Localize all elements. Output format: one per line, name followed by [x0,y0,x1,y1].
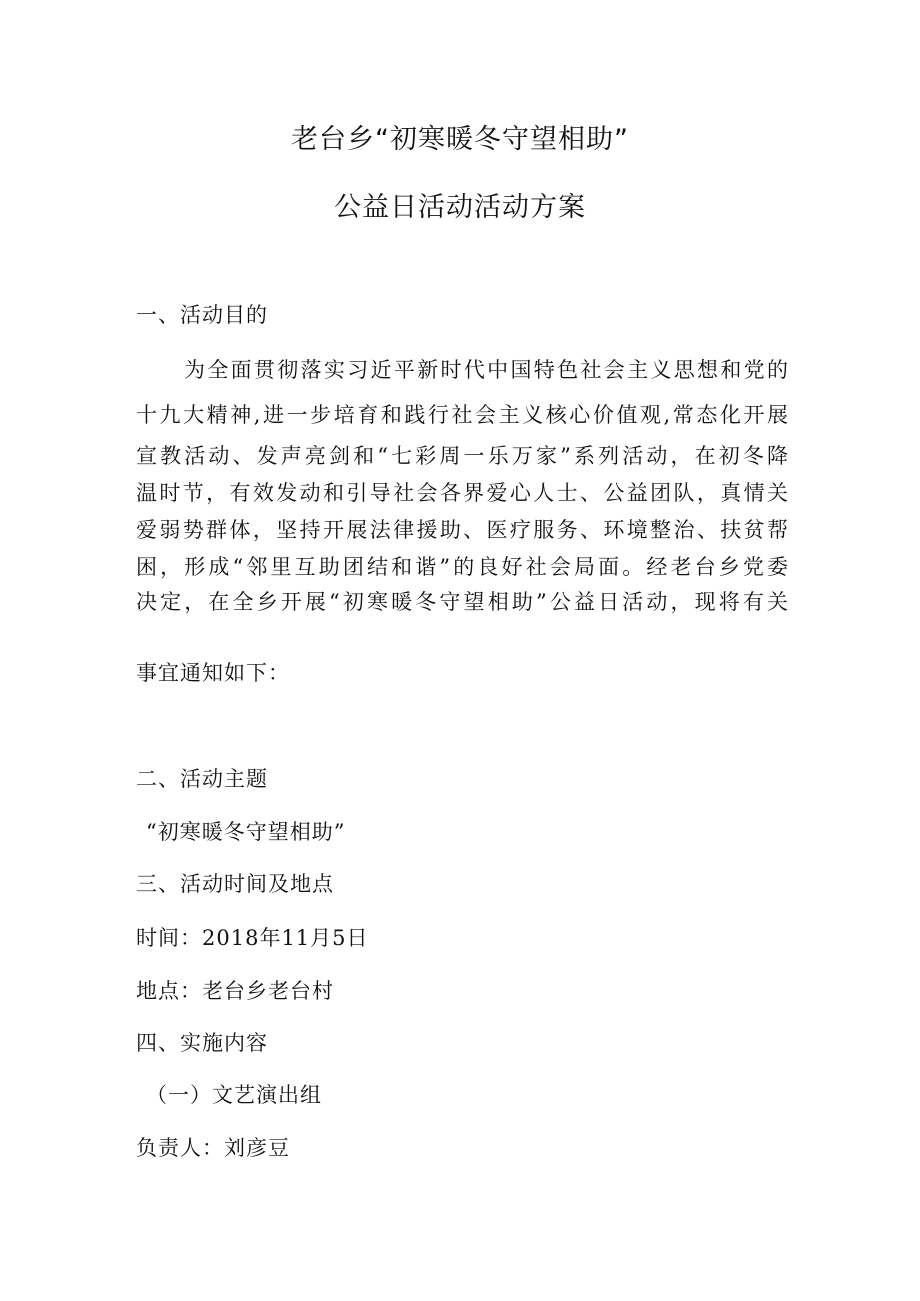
activity-theme: “初寒暖冬守望相助” [146,820,346,844]
paragraph-line: 困，形成“邻里互助团结和谐”的良好社会局面。经老台乡党委 [136,555,788,579]
paragraph-line: 决定，在全乡开展“初寒暖冬守望相助”公益日活动，现将有关 [136,590,788,614]
responsible-person: 负责人：刘彦豆 [136,1136,290,1160]
activity-time: 时间：2018年11月5日 [136,926,369,950]
document-title-line-1: 老台乡“初寒暖冬守望相助” [291,124,629,155]
paragraph-line: 事宜通知如下： [136,661,290,685]
paragraph-line: 十九大精神,进一步培育和践行社会主义核心价值观,常态化开展 [136,403,788,427]
section-heading-time-place: 三、活动时间及地点 [136,872,334,896]
paragraph-line: 为全面贯彻落实习近平新时代中国特色社会主义思想和党的 [184,358,788,382]
section-heading-implementation: 四、实施内容 [136,1031,268,1055]
paragraph-line: 温时节，有效发动和引导社会各界爱心人士、公益团队，真情关 [136,481,788,505]
paragraph-line: 宣教活动、发声亮剑和“七彩周一乐万家”系列活动，在初冬降 [136,444,788,468]
activity-place: 地点：老台乡老台村 [136,979,334,1003]
group-subheading: （一）文艺演出组 [146,1083,322,1107]
section-heading-purpose: 一、活动目的 [136,303,268,327]
paragraph-line: 爱弱势群体，坚持开展法律援助、医疗服务、环境整治、扶贫帮 [136,518,788,542]
document-title-line-2: 公益日活动活动方案 [334,192,586,223]
section-heading-theme: 二、活动主题 [136,767,268,791]
